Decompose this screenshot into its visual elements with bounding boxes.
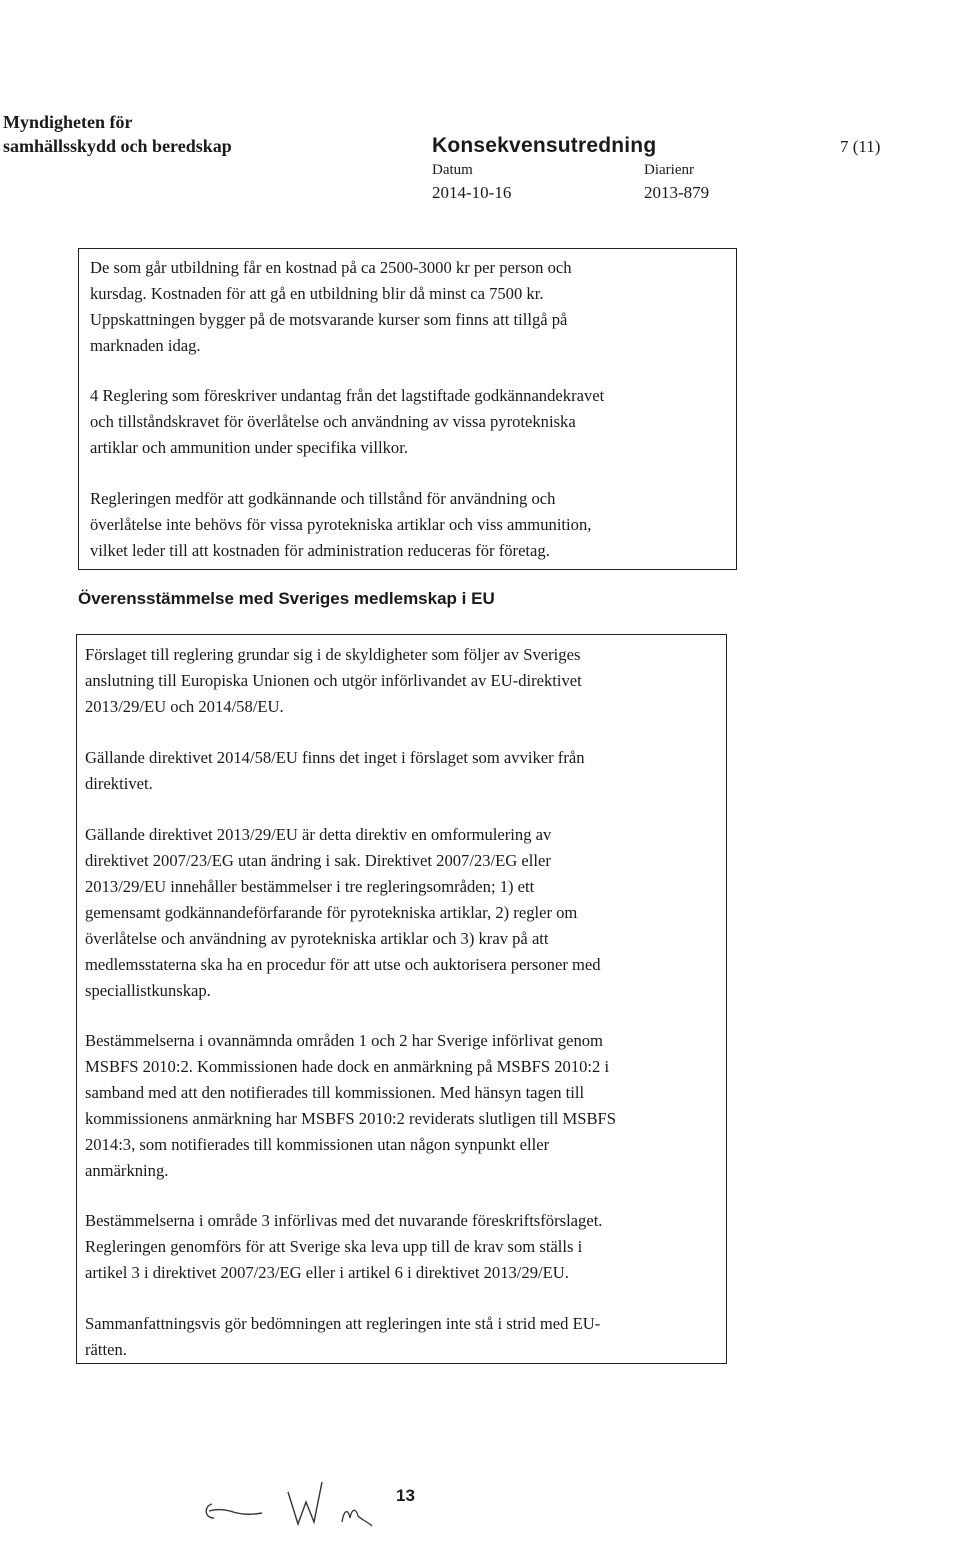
box2-paragraph-5: Bestämmelserna i område 3 införlivas med det nuvarande föreskriftsförslaget. Regleringen genomförs för att Sverige ska leva upp till de krav som ställs i artikel 3 i direktivet 2007/23/EG eller i artikel 6 i direktivet 2013/29/EU. — [85, 1211, 603, 1282]
box2-paragraph-4: Bestämmelserna i ovannämnda områden 1 och 2 har Sverige införlivat genom MSBFS 2010:2. Kommissionen hade dock en anmärkning på MSBFS 2010:2 i samband med att den notifierades till kommissionen. Med hänsyn tagen till kommissionens anmärkning har MSBFS 2010:2 reviderats slutligen till MSBFS 2014:3, som notifierades till kommissionen utan någon synpunkt eller anmärkning. — [85, 1031, 617, 1180]
handwritten-initials — [200, 1478, 400, 1538]
organization-name — [3, 110, 232, 158]
org-line-1: Myndigheten för — [3, 112, 133, 132]
org-line-2: samhällsskydd och beredskap — [3, 136, 232, 156]
box1-paragraph-1: De som går utbildning får en kostnad på ca 2500-3000 kr per person och kursdag. Kostnaden för att gå en utbildning blir då minst ca 7500 kr. Uppskattningen bygger på de motsvarande kurser som finns att tillgå på marknaden idag. — [90, 258, 572, 355]
box2-paragraph-2: Gällande direktivet 2014/58/EU finns det inget i förslaget som avviker från direktivet. — [85, 748, 585, 793]
box1-paragraph-2: 4 Reglering som föreskriver undantag från det lagstiftade godkännandekravet och tillståndskravet för överlåtelse och användning av vissa pyrotekniska artiklar och ammunition under specifika villkor. — [90, 386, 605, 457]
document-title: Konsekvensutredning — [432, 134, 657, 157]
datum-value: 2014-10-16 — [432, 183, 512, 202]
diarienr-label: Diarienr — [644, 162, 694, 178]
page-indicator: 7 (11) — [840, 137, 881, 156]
datum-label: Datum — [432, 162, 473, 178]
box2-paragraph-6: Sammanfattningsvis gör bedömningen att regleringen inte stå i strid med EU- rätten. — [85, 1314, 601, 1359]
section-heading-eu: Överensstämmelse med Sveriges medlemskap i EU — [78, 589, 495, 608]
box2-paragraph-3: Gällande direktivet 2013/29/EU är detta direktiv en omformulering av direktivet 2007/23/EG utan ändring i sak. Direktivet 2007/23/EG eller 2013/29/EU innehåller bestämmelser i tre regleringsområden; 1) ett gemensamt godkännandeförfarande för pyrotekniska artiklar, 2) regler om överlåtelse och användning av pyrotekniska artiklar och 3) krav på att medlemsstaterna ska ha en procedur för att utse och auktorisera personer med speciallistkunskap. — [85, 825, 601, 1000]
box1-paragraph-3: Regleringen medför att godkännande och tillstånd för användning och överlåtelse inte behövs för vissa pyrotekniska artiklar och viss ammunition, vilket leder till att kostnaden för administration reduceras för företag. — [90, 489, 592, 560]
footer-page-number: 13 — [396, 1486, 415, 1505]
box2-paragraph-1: Förslaget till reglering grundar sig i de skyldigheter som följer av Sveriges anslutning till Europiska Unionen och utgör införlivandet av EU-direktivet 2013/29/EU och 2014/58/EU. — [85, 645, 582, 716]
diarienr-value: 2013-879 — [644, 183, 710, 202]
